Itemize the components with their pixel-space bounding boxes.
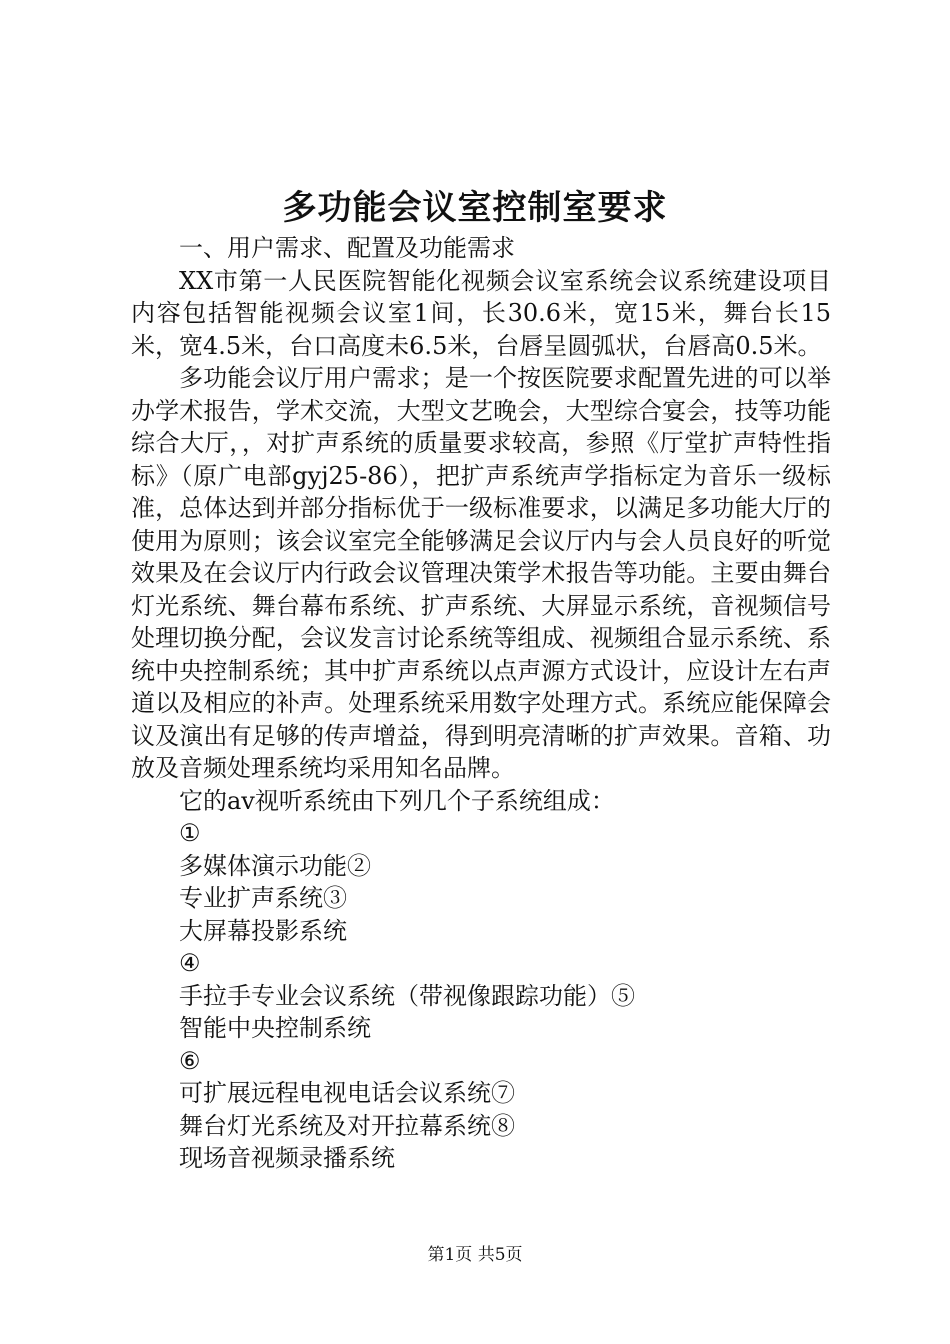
list-item: 现场音视频录播系统	[179, 1144, 395, 1172]
list-item: ④	[179, 949, 201, 977]
document-body	[131, 232, 831, 1175]
list-item: 可扩展远程电视电话会议系统⑦	[179, 1079, 515, 1107]
list-item: 大屏幕投影系统	[179, 916, 347, 945]
paragraph-subsystem-intro: 它的av视听系统由下列几个子系统组成：	[179, 786, 615, 815]
list-item: ⑥	[179, 1046, 201, 1075]
list-item: ①	[179, 819, 201, 847]
paragraph-project-scope: XX市第一人民医院智能化视频会议室系统会议系统建设项目内容包括智能视频会议室1间，长30.6米，宽15米，舞台长15米，宽4.5米，台口高度未6.5米，台唇呈圆弧状，台唇高0.5米。	[131, 266, 831, 360]
list-item: 多媒体演示功能②	[179, 851, 371, 880]
document-title: 多功能会议室控制室要求	[282, 188, 668, 228]
list-item: 智能中央控制系统	[179, 1014, 371, 1042]
paragraph-user-requirements: 多功能会议厅用户需求；是一个按医院要求配置先进的可以举办学术报告，学术交流，大型文艺晚会，大型综合宴会，技等功能综合大厅，，对扩声系统的质量要求较高，参照《厅堂扩声特性指标》（原广电部gyj25-86），把扩声系统声学指标定为音乐一级标准，总体达到并部分指标优于一级标准要求，以满足多功能大厅的使用为原则；该会议室完全能够满足会议厅内与会人员良好的听觉效果及在会议厅内行政会议管理决策学术报告等功能。主要由舞台灯光系统、舞台幕布系统、扩声系统、大屏显示系统，音视频信号处理切换分配，会议发言讨论系统等组成、视频组合显示系统、系统中央控制系统；其中扩声系统以点声源方式设计，应设计左右声道以及相应的补声。处理系统采用数字处理方式。系统应能保障会议及演出有足够的传声增益，得到明亮清晰的扩声效果。音箱、功放及音频处理系统均采用知名品牌。	[131, 364, 831, 782]
list-item: 舞台灯光系统及对开拉幕系统⑧	[179, 1111, 515, 1140]
list-item: 手拉手专业会议系统（带视像跟踪功能）⑤	[179, 981, 635, 1010]
section-heading: 一、用户需求、配置及功能需求	[179, 234, 515, 262]
list-item: 专业扩声系统③	[179, 884, 347, 912]
page-footer: 第1页 共5页	[427, 1245, 523, 1265]
